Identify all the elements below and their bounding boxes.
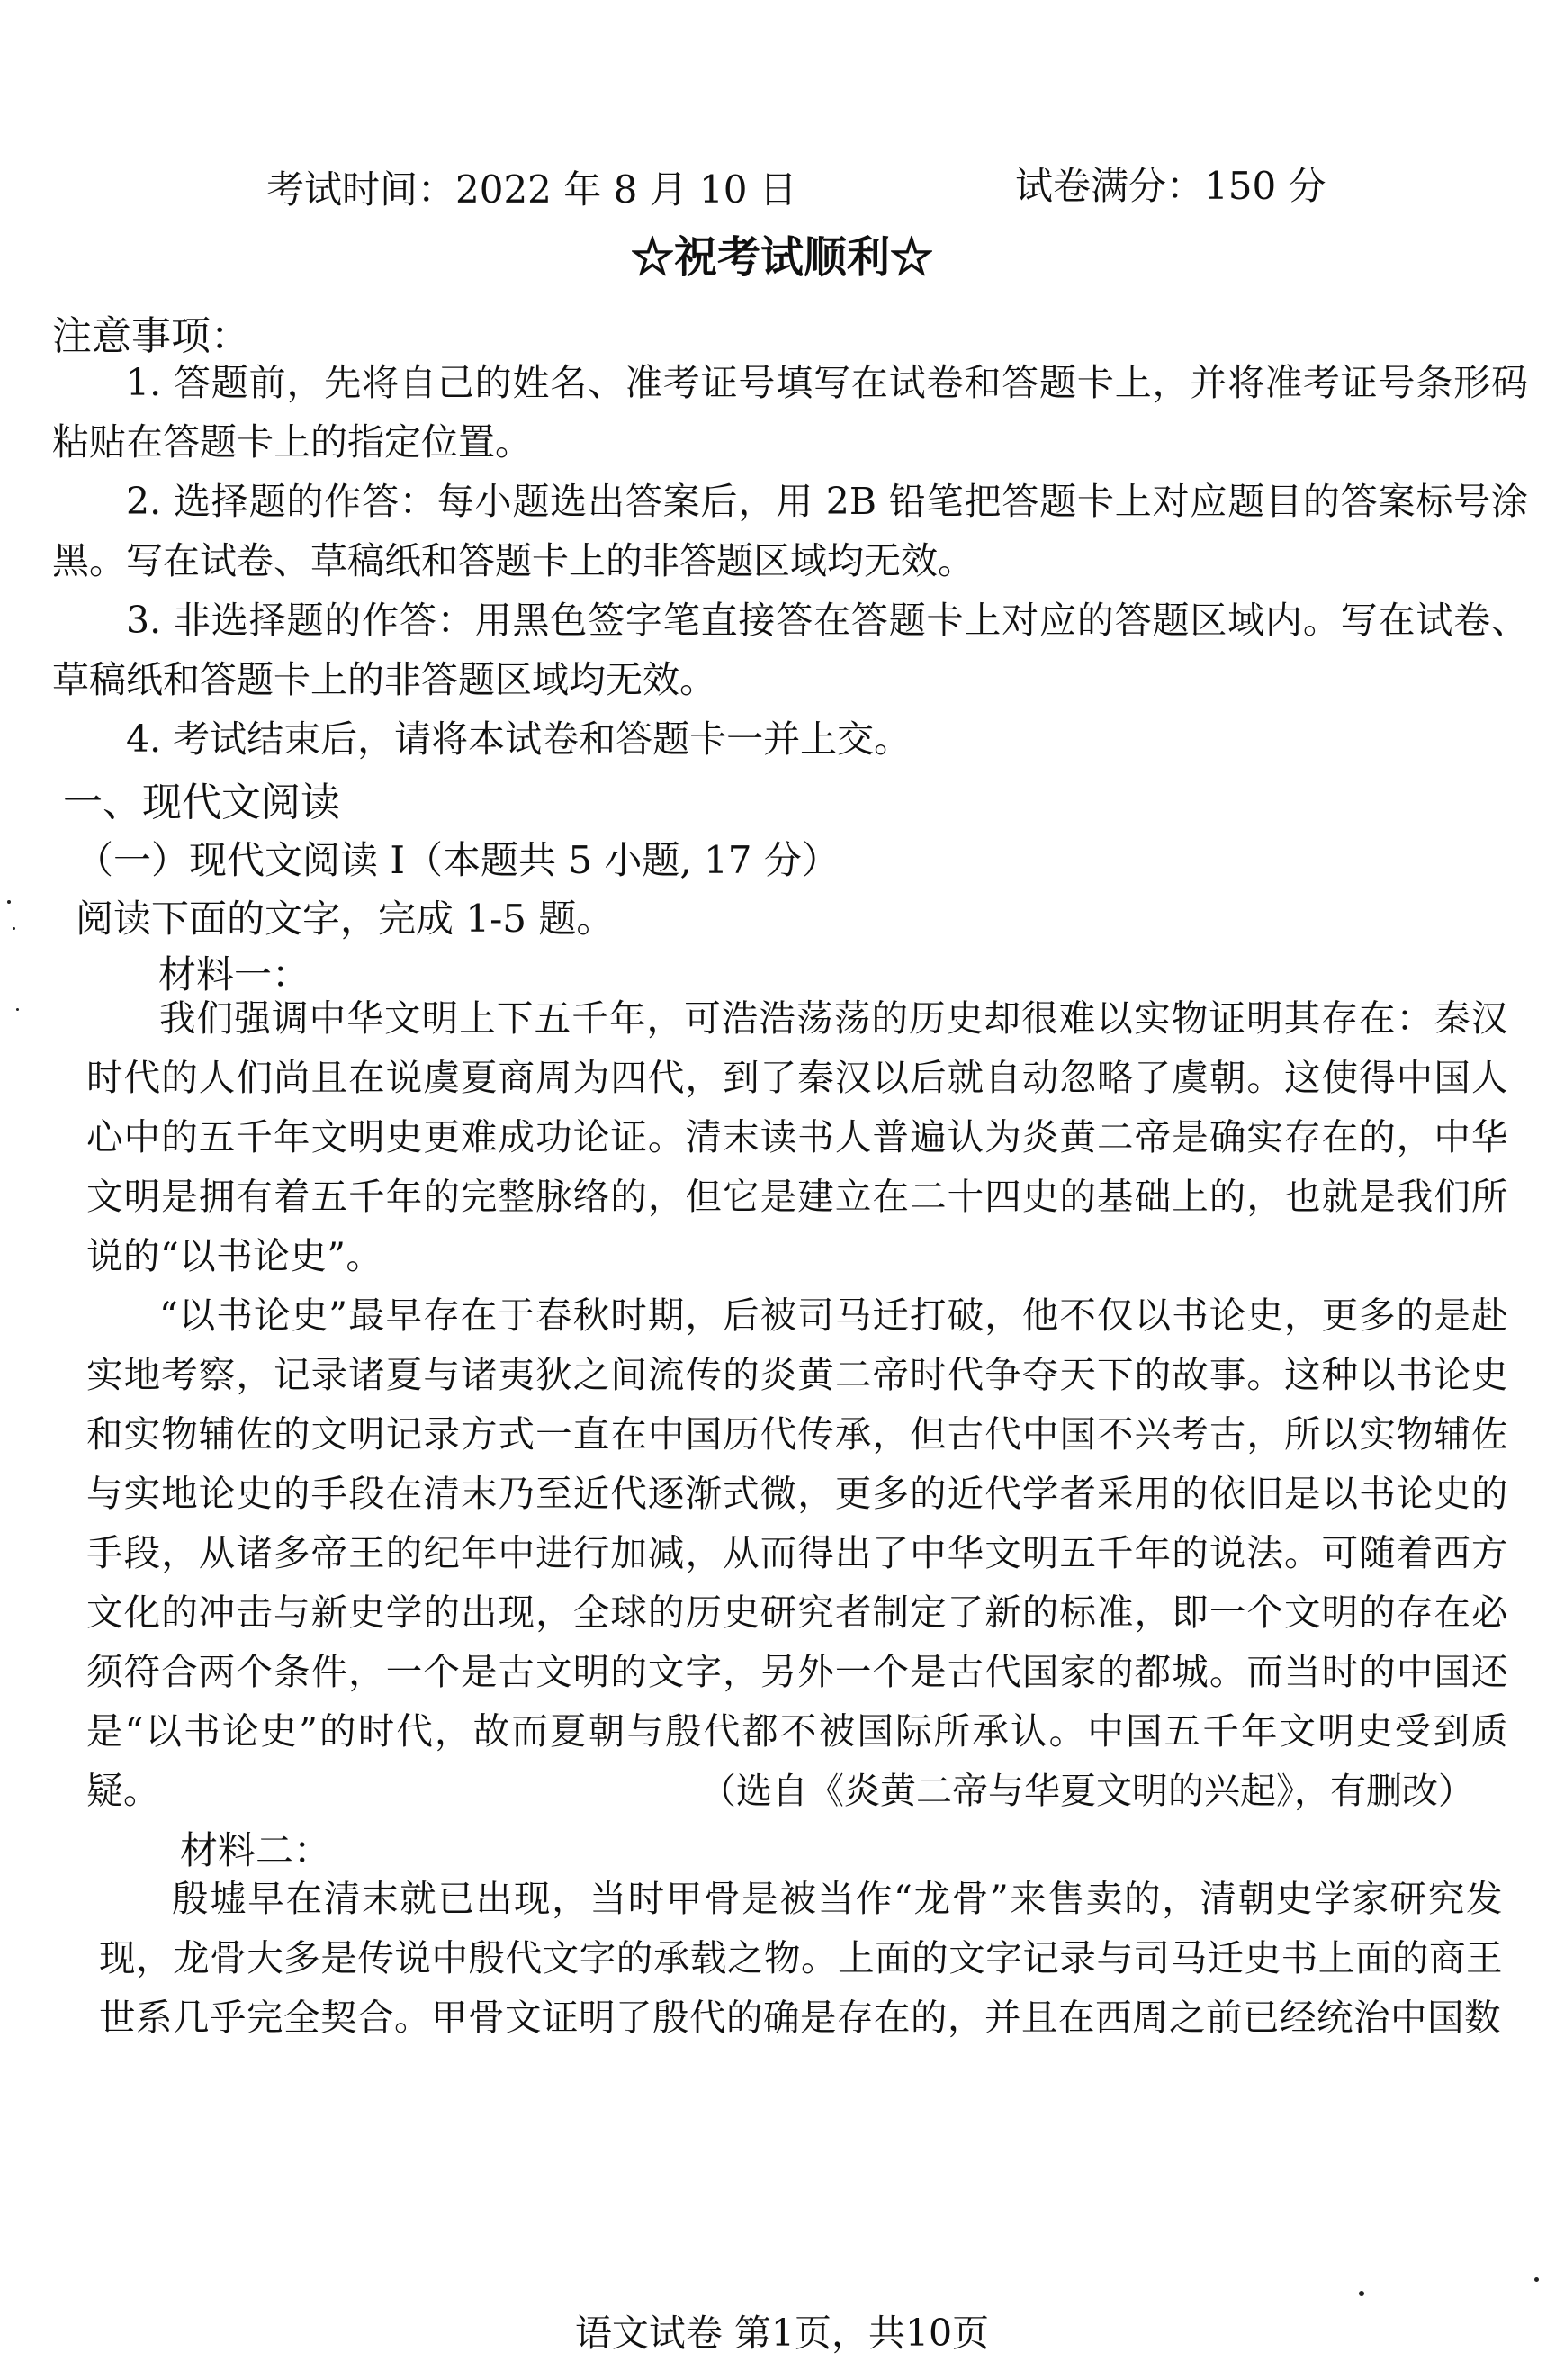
notice-item-4: 4. 考试结束后，请将本试卷和答题卡一并上交。 (126, 717, 912, 761)
section-subheading: （一）现代文阅读 I（本题共 5 小题, 17 分） (76, 838, 840, 882)
material-2-paragraph-1: 殷墟早在清末就已出现，当时甲骨是被当作“龙骨”来售卖的，清朝史学家研究发现，龙骨大多是传说中殷代文字的承载之物。上面的文字记录与司马迁史书上面的商王世系几乎完全契合。甲骨文证明了殷代的确是存在的，并且在西周之前已经统治中国数 (99, 1877, 1503, 2039)
exam-time: 考试时间：2022 年 8 月 10 日 (266, 167, 797, 212)
page-title: ☆祝考试顺利☆ (630, 232, 933, 283)
notice-heading: 注意事项： (52, 313, 250, 359)
section-instruction: 阅读下面的文字，完成 1-5 题。 (76, 897, 615, 941)
page-footer: 语文试卷 第1页，共10页 (574, 2312, 990, 2355)
notice-item-3: 3. 非选择题的作答：用黑色签字笔直接答在答题卡上对应的答题区域内。写在试卷、草稿纸和答题卡上的非答题区域均无效。 (52, 599, 1528, 701)
scan-speck (16, 1008, 19, 1011)
notice-item-2: 2. 选择题的作答：每小题选出答案后，用 2B 铅笔把答题卡上对应题目的答案标号涂黑。写在试卷、草稿纸和答题卡上的非答题区域均无效。 (52, 480, 1528, 582)
scan-speck (1534, 2277, 1539, 2282)
scan-speck (13, 927, 15, 930)
section-heading: 一、现代文阅读 (63, 780, 340, 825)
material-1-paragraph-1: 我们强调中华文明上下五千年，可浩浩荡荡的历史却很难以实物证明其存在：秦汉时代的人们尚且在说虞夏商周为四代，到了秦汉以后就自动忽略了虞朝。这使得中国人心中的五千年文明史更难成功论证。清末读书人普遍认为炎黄二帝是确实存在的，中华文明是拥有着五千年的完整脉络的，但它是建立在二十四史的基础上的，也就是我们所说的“以书论史”。 (86, 996, 1508, 1277)
full-score: 试卷满分：150 分 (1015, 164, 1326, 208)
material-2-label: 材料二： (180, 1828, 332, 1872)
notice-item-1: 1. 答题前，先将自己的姓名、准考证号填写在试卷和答题卡上，并将准考证号条形码粘贴在答题卡上的指定位置。 (52, 361, 1528, 464)
scan-speck (7, 900, 11, 904)
scan-speck (1359, 2291, 1364, 2296)
material-1-paragraph-2: “以书论史”最早存在于春秋时期，后被司马迁打破，他不仅以书论史，更多的是赴实地考察，记录诸夏与诸夷狄之间流传的炎黄二帝时代争夺天下的故事。这种以书论史和实物辅佐的文明记录方式一直在中国历代传承，但古代中国不兴考古，所以实物辅佐与实地论史的手段在清末乃至近代逐渐式微，更多的近代学者采用的依旧是以书论史的手段，从诸多帝王的纪年中进行加减，从而得出了中华文明五千年的说法。可随着西方文化的冲击与新史学的出现，全球的历史研究者制定了新的标准，即一个文明的存在必须符合两个条件，一个是古文明的文字，另外一个是古代国家的都城。而当时的中国还是“以书论史”的时代，故而夏朝与殷代都不被国际所承认。中国五千年文明史受到质疑。 (86, 1294, 1508, 1812)
material-1-source: （选自《炎黄二帝与华夏文明的兴起》，有删改） (700, 1771, 1474, 1812)
material-1-label: 材料一： (158, 952, 310, 996)
